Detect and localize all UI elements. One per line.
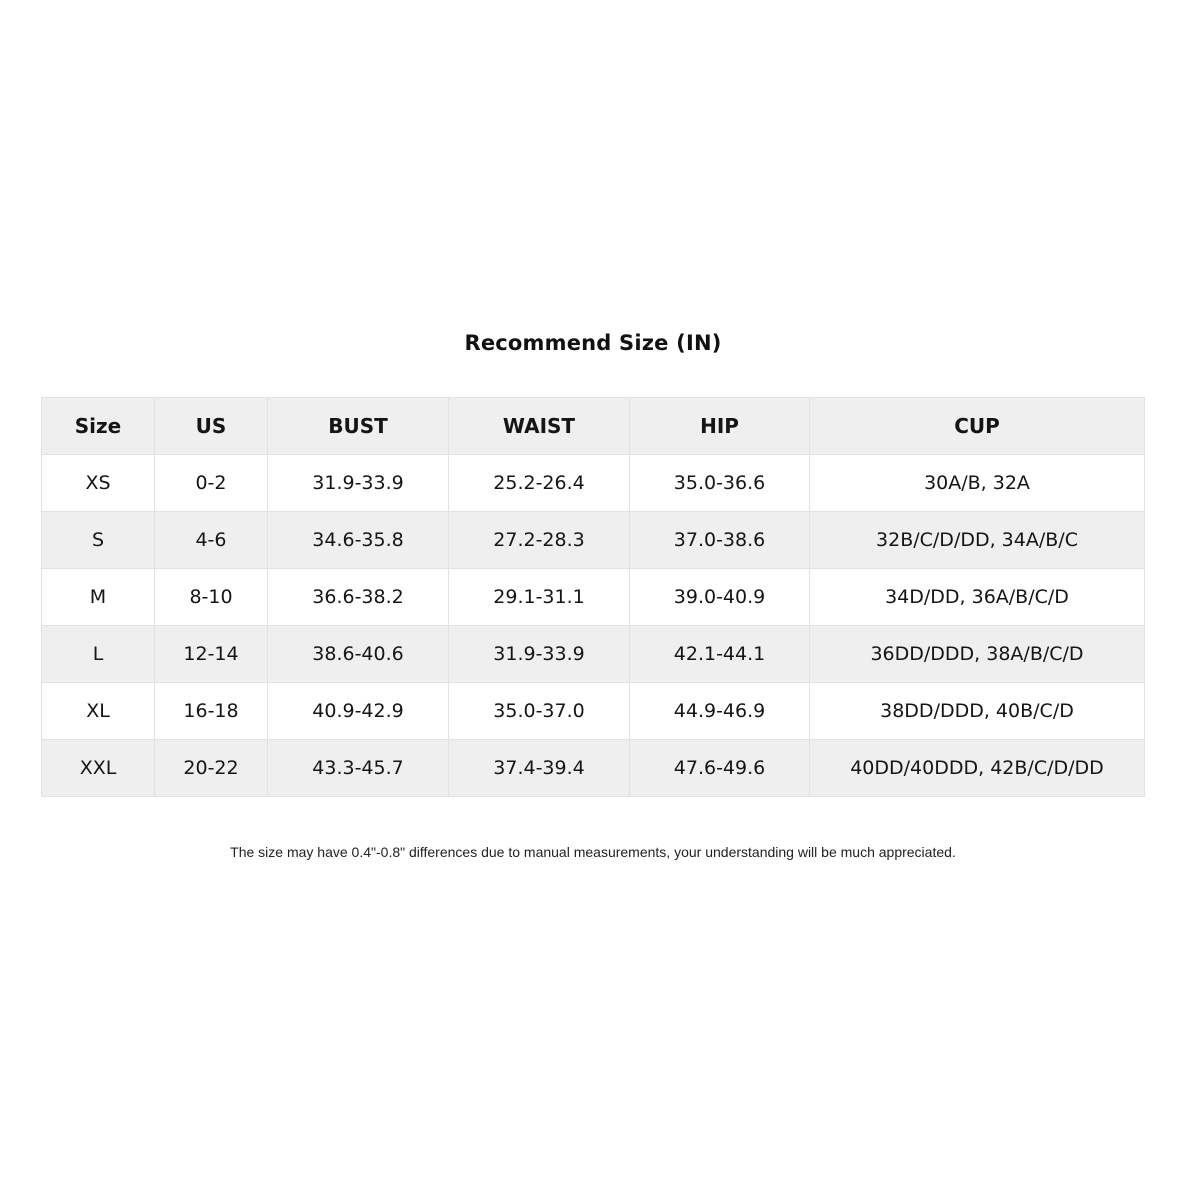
cell-bust: 36.6-38.2 — [268, 569, 449, 626]
cell-size: XS — [42, 455, 155, 512]
table-row — [42, 569, 1145, 626]
cell-bust: 34.6-35.8 — [268, 512, 449, 569]
size-chart-table — [41, 397, 1145, 797]
cell-bust: 40.9-42.9 — [268, 683, 449, 740]
cell-cup: 32B/C/D/DD, 34A/B/C — [810, 512, 1145, 569]
header-us: US — [155, 398, 268, 455]
cell-size: S — [42, 512, 155, 569]
table-row — [42, 626, 1145, 683]
cell-size: XL — [42, 683, 155, 740]
table-row — [42, 512, 1145, 569]
cell-us: 4-6 — [155, 512, 268, 569]
page-title: Recommend Size (IN) — [464, 331, 722, 355]
cell-cup: 34D/DD, 36A/B/C/D — [810, 569, 1145, 626]
header-cup: CUP — [810, 398, 1145, 455]
cell-us: 16-18 — [155, 683, 268, 740]
cell-us: 8-10 — [155, 569, 268, 626]
cell-waist: 29.1-31.1 — [449, 569, 630, 626]
table-row — [42, 740, 1145, 797]
cell-cup: 30A/B, 32A — [810, 455, 1145, 512]
cell-size: M — [42, 569, 155, 626]
cell-size: XXL — [42, 740, 155, 797]
table-row — [42, 683, 1145, 740]
header-size: Size — [42, 398, 155, 455]
cell-hip: 39.0-40.9 — [630, 569, 810, 626]
cell-cup: 36DD/DDD, 38A/B/C/D — [810, 626, 1145, 683]
cell-bust: 43.3-45.7 — [268, 740, 449, 797]
table-row — [42, 455, 1145, 512]
cell-hip: 42.1-44.1 — [630, 626, 810, 683]
cell-waist: 27.2-28.3 — [449, 512, 630, 569]
cell-hip: 37.0-38.6 — [630, 512, 810, 569]
cell-bust: 31.9-33.9 — [268, 455, 449, 512]
cell-us: 12-14 — [155, 626, 268, 683]
table-header-row — [42, 398, 1145, 455]
cell-cup: 38DD/DDD, 40B/C/D — [810, 683, 1145, 740]
cell-us: 20-22 — [155, 740, 268, 797]
cell-bust: 38.6-40.6 — [268, 626, 449, 683]
cell-hip: 44.9-46.9 — [630, 683, 810, 740]
measurement-disclaimer: The size may have 0.4"-0.8" differences due to manual measurements, your understanding will be much appreciated. — [230, 844, 956, 860]
cell-waist: 31.9-33.9 — [449, 626, 630, 683]
cell-waist: 35.0-37.0 — [449, 683, 630, 740]
cell-waist: 25.2-26.4 — [449, 455, 630, 512]
header-bust: BUST — [268, 398, 449, 455]
cell-waist: 37.4-39.4 — [449, 740, 630, 797]
cell-us: 0-2 — [155, 455, 268, 512]
cell-hip: 35.0-36.6 — [630, 455, 810, 512]
cell-cup: 40DD/40DDD, 42B/C/D/DD — [810, 740, 1145, 797]
cell-size: L — [42, 626, 155, 683]
header-hip: HIP — [630, 398, 810, 455]
cell-hip: 47.6-49.6 — [630, 740, 810, 797]
header-waist: WAIST — [449, 398, 630, 455]
